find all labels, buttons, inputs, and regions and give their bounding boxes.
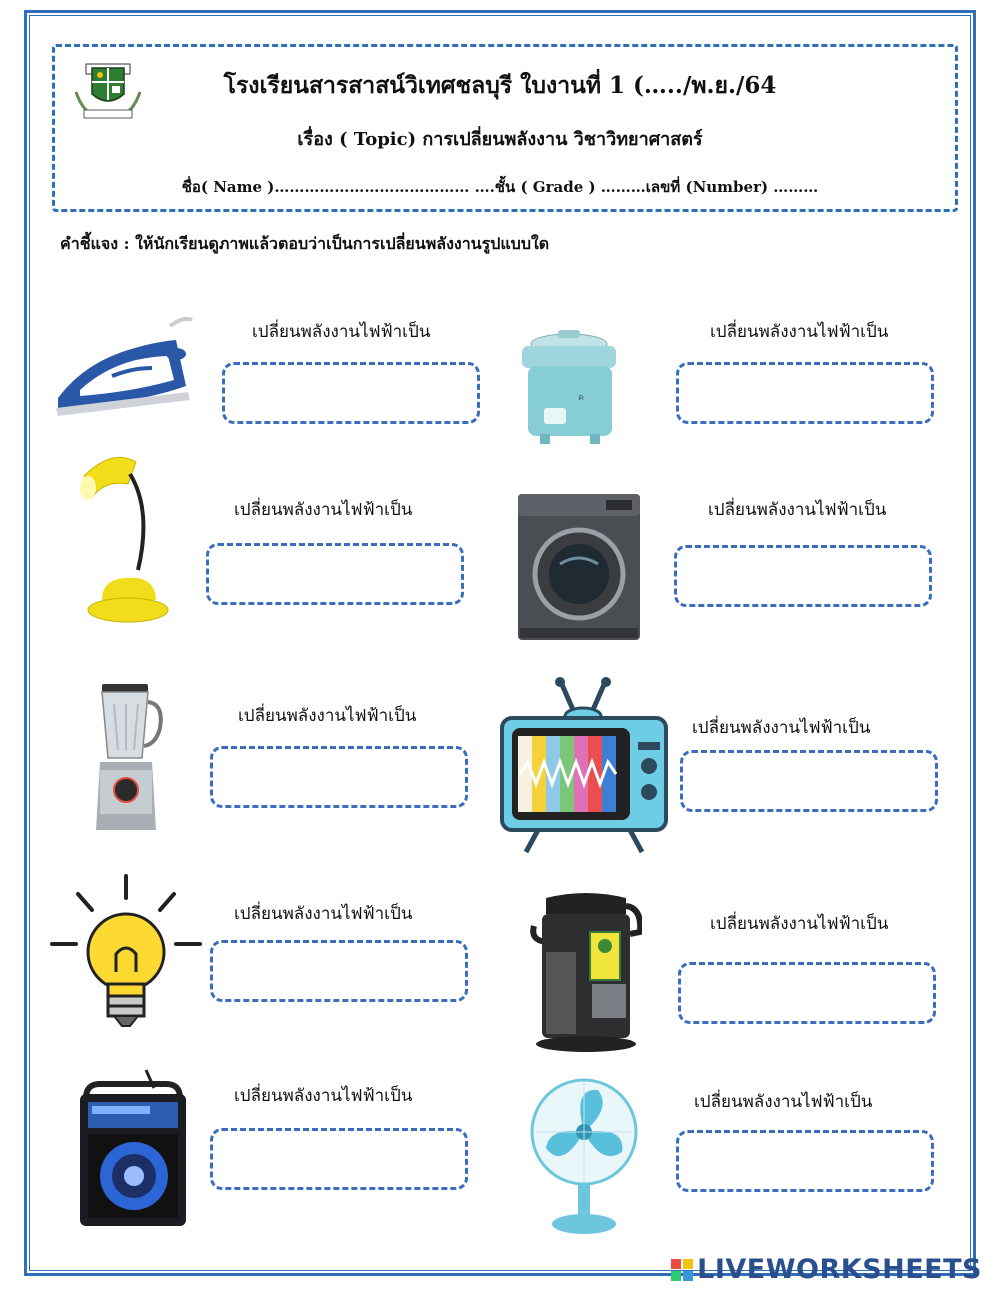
instruction-text: คำชี้แจง : ให้นักเรียนดูภาพแล้วตอบว่าเป็นการเปลี่ยนพลังงานรูปแบบใด <box>60 234 550 253</box>
worksheet-topic: เรื่อง ( Topic) การเปลี่ยนพลังงาน วิชาวิทยาศาสตร์ <box>297 129 703 150</box>
answer-box[interactable] <box>676 362 934 424</box>
desk-lamp-icon <box>72 450 172 630</box>
item-label: เปลี่ยนพลังงานไฟฟ้าเป็น <box>234 1086 413 1106</box>
liveworksheets-logo-icon <box>671 1259 693 1281</box>
item-label: เปลี่ยนพลังงานไฟฟ้าเป็น <box>710 322 889 342</box>
rice-cooker-icon <box>514 326 624 450</box>
radio-icon <box>76 1068 190 1228</box>
answer-box[interactable] <box>678 962 936 1024</box>
item-label: เปลี่ยนพลังงานไฟฟ้าเป็น <box>692 718 871 738</box>
item-label: เปลี่ยนพลังงานไฟฟ้าเป็น <box>234 904 413 924</box>
answer-box[interactable] <box>222 362 480 424</box>
svg-text:ค: ค <box>578 393 585 403</box>
item-label: เปลี่ยนพลังงานไฟฟ้าเป็น <box>252 322 431 342</box>
item-label: เปลี่ยนพลังงานไฟฟ้าเป็น <box>710 914 889 934</box>
answer-box[interactable] <box>210 1128 468 1190</box>
washing-machine-icon <box>516 492 642 642</box>
answer-box[interactable] <box>206 543 464 605</box>
television-icon <box>498 676 670 854</box>
item-label: เปลี่ยนพลังงานไฟฟ้าเป็น <box>708 500 887 520</box>
item-label: เปลี่ยนพลังงานไฟฟ้าเป็น <box>694 1092 873 1112</box>
answer-box[interactable] <box>210 746 468 808</box>
school-logo <box>72 58 144 124</box>
answer-box[interactable] <box>674 545 932 607</box>
thermos-pot-icon <box>530 892 642 1054</box>
light-bulb-icon <box>50 872 202 1028</box>
answer-box[interactable] <box>210 940 468 1002</box>
liveworksheets-watermark <box>671 1254 982 1285</box>
item-label: เปลี่ยนพลังงานไฟฟ้าเป็น <box>234 500 413 520</box>
worksheet-title: โรงเรียนสารสาสน์วิเทศชลบุรี ใบงานที่ 1 (…../พ.ย./64 <box>223 72 777 99</box>
student-info-line: ชื่อ( Name )………………………………… ….ชั้น ( Grade ) ………เลขที่ (Number) ……… <box>181 178 819 196</box>
watermark-text: LIVEWORKSHEETS <box>697 1254 982 1285</box>
iron-icon <box>52 312 198 418</box>
blender-icon <box>94 684 166 834</box>
answer-box[interactable] <box>680 750 938 812</box>
item-label: เปลี่ยนพลังงานไฟฟ้าเป็น <box>238 706 417 726</box>
electric-fan-icon <box>528 1074 640 1238</box>
answer-box[interactable] <box>676 1130 934 1192</box>
